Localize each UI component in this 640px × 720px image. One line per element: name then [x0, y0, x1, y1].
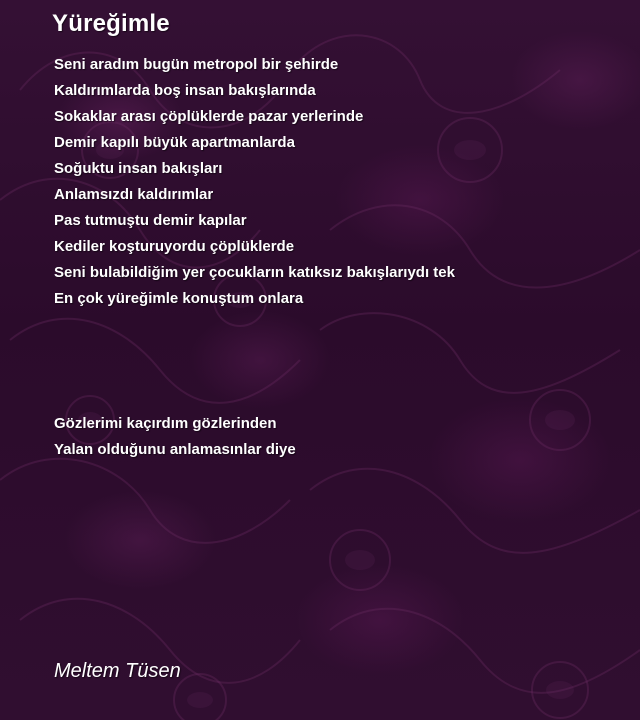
poem-line: En çok yüreğimle konuştum onlara	[54, 290, 304, 307]
poem-line: Soğuktu insan bakışları	[54, 160, 223, 177]
poem-author: Meltem Tüsen	[54, 660, 181, 682]
poem-line: Yalan olduğunu anlamasınlar diye	[54, 441, 296, 458]
poem-line: Seni aradım bugün metropol bir şehirde	[54, 56, 339, 73]
poem-stanza-2	[54, 411, 296, 463]
poem-line: Sokaklar arası çöplüklerde pazar yerlerinde	[54, 108, 364, 125]
poem-line: Seni bulabildiğim yer çocukların katıksız bakışlarıydı tek	[54, 264, 455, 281]
poem-line: Kediler koşturuyordu çöplüklerde	[54, 238, 295, 255]
poem-stanza-1	[54, 52, 455, 312]
poem-line: Pas tutmuştu demir kapılar	[54, 212, 247, 229]
poem-line: Gözlerimi kaçırdım gözlerinden	[54, 415, 277, 432]
poem-title: Yüreğimle	[52, 10, 170, 37]
poem-line: Demir kapılı büyük apartmanlarda	[54, 134, 295, 151]
poem-line: Kaldırımlarda boş insan bakışlarında	[54, 82, 316, 99]
poem-line: Anlamsızdı kaldırımlar	[54, 186, 214, 203]
